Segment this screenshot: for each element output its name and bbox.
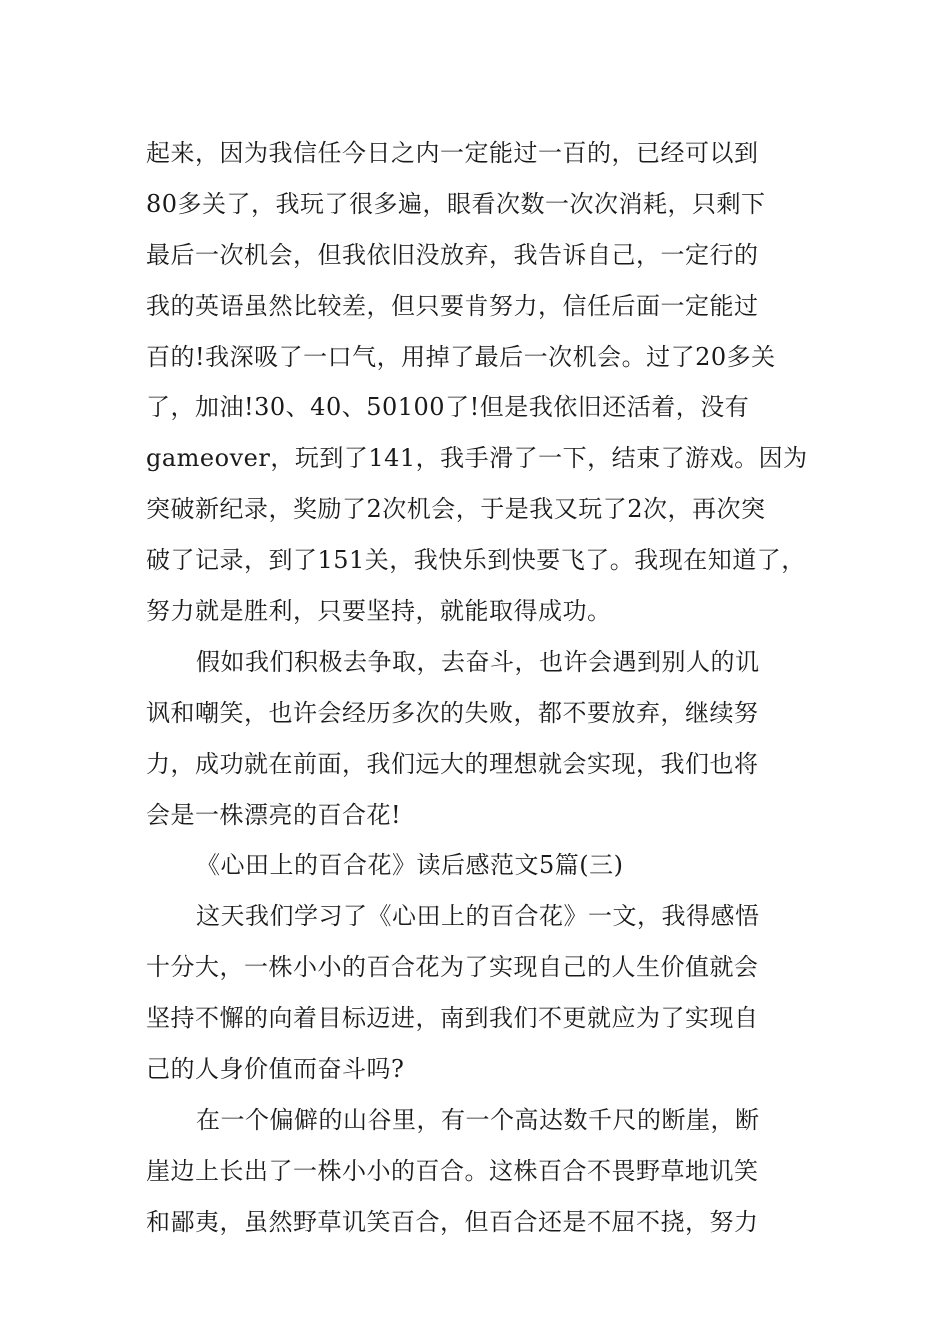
text-line: 会是一株漂亮的百合花!: [146, 800, 402, 829]
text-line: 十分大，一株小小的百合花为了实现自己的人生价值就会: [146, 953, 759, 982]
text-line: 百的!我深吸了一口气，用掉了最后一次机会。过了20多关: [146, 342, 776, 371]
body-text: [146, 128, 826, 1248]
paragraph-start-line: 这天我们学习了《心田上的百合花》一文，我得感悟: [196, 902, 760, 931]
text-line: 力，成功就在前面，我们远大的理想就会实现，我们也将: [146, 749, 759, 778]
text-line: 突破新纪录，奖励了2次机会，于是我又玩了2次，再次突: [146, 495, 766, 524]
text-line: 起来，因为我信任今日之内一定能过一百的，已经可以到: [146, 139, 759, 167]
text-line: 80多关了，我玩了很多遍，眼看次数一次次消耗，只剩下: [146, 189, 766, 218]
text-line: gameover，玩到了141，我手滑了一下，结束了游戏。因为: [146, 444, 808, 473]
paragraph-start-line: 在一个偏僻的山谷里，有一个高达数千尺的断崖，断: [196, 1105, 760, 1134]
text-line: 和鄙夷，虽然野草讥笑百合，但百合还是不屈不挠，努力: [146, 1207, 759, 1236]
text-line: 己的人身价值而奋斗吗?: [146, 1055, 405, 1084]
section-heading: 《心田上的百合花》读后感范文5篇(三): [196, 851, 624, 880]
text-line: 讽和嘲笑，也许会经历多次的失败，都不要放弃，继续努: [146, 698, 759, 727]
paragraph-start-line: 假如我们积极去争取，去奋斗，也许会遇到别人的讥: [196, 647, 760, 676]
text-line: 坚持不懈的向着目标迈进，南到我们不更就应为了实现自: [146, 1004, 759, 1033]
text-line: 破了记录，到了151关，我快乐到快要飞了。我现在知道了，: [146, 546, 806, 575]
text-line: 我的英语虽然比较差，但只要肯努力，信任后面一定能过: [146, 291, 759, 320]
text-line: 了，加油!30、40、50100了!但是我依旧还活着，没有: [146, 393, 750, 422]
text-line: 努力就是胜利，只要坚持，就能取得成功。: [146, 597, 612, 626]
text-line: 最后一次机会，但我依旧没放弃，我告诉自己，一定行的: [146, 240, 759, 269]
text-line: 崖边上长出了一株小小的百合。这株百合不畏野草地讥笑: [146, 1156, 759, 1185]
